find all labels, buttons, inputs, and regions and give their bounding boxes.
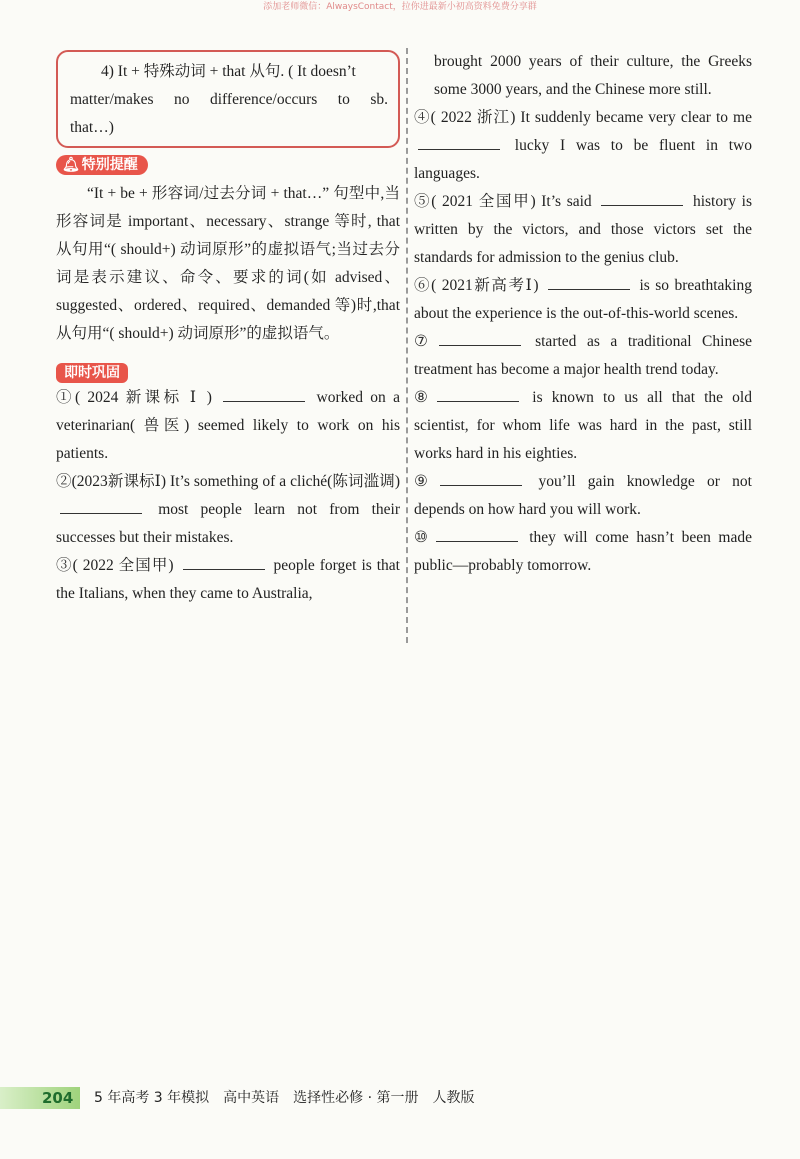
alert-paragraph: “It + be + 形容词/过去分词 + that…” 句型中,当形容词是 important、necessary、strange 等时, that 从句用“( should+) 动词原形”的虚拟语气;当过去分词是表示建议、命令、要求的词(如 advised、suggested、ordered、required、demanded 等)时,that 从句用“( should+) 动词原形”的虚拟语气。 [56, 185, 400, 342]
note-line-1: 4) It + 特殊动词 + that 从句. ( It doesn’t [101, 63, 356, 80]
note-line-3: that…) [70, 119, 114, 136]
answer-blank[interactable] [601, 191, 683, 206]
note-line-2: matter/makes no difference/occurs to sb. [70, 91, 388, 108]
alert-tag-label: 特别提醒 [81, 157, 138, 173]
answer-blank[interactable] [548, 275, 630, 290]
exercise-item-2: ②(2023新课标Ⅰ) It’s something of a cliché(陈词滥调) most people learn not from their successes but their mistakes. [56, 473, 400, 546]
exercise-item-1: ①( 2024 新课标 Ⅰ ) worked on a veterinarian( 兽医) seemed likely to work on his patients. [56, 389, 400, 462]
exercise-item-6: ⑥( 2021新高考Ⅰ) is so breathtaking about the experience is the out-of-this-world scenes. [414, 277, 752, 322]
answer-blank[interactable] [183, 555, 265, 570]
exercise-item-4: ④( 2022 浙江) It suddenly became very clear to me lucky I was to be fluent in two languages. [414, 109, 752, 182]
right-column [414, 48, 752, 580]
practice-tag: 即时巩固 [56, 363, 128, 383]
answer-blank[interactable] [223, 387, 305, 402]
answer-blank[interactable] [437, 387, 519, 402]
exercise-item-3: ③( 2022 全国甲) people forget is that the Italians, when they came to Australia, [56, 557, 400, 602]
answer-blank[interactable] [440, 471, 522, 486]
page-footer [0, 1077, 800, 1121]
watermark-text: 添加老师微信：AlwaysContact，拉你进最新小初高资料免费分享群 [263, 2, 537, 12]
left-column [56, 50, 400, 608]
exercise-item-10: ⑩ they will come hasn’t been made public—probably tomorrow. [414, 529, 752, 574]
exercise-item-8: ⑧ is known to us all that the old scientist, for whom life was hard in the past, still works hard in his eighties. [414, 389, 752, 462]
bell-icon: 🔔︎ [62, 157, 80, 173]
exercise-item-5: ⑤( 2021 全国甲) It’s said history is written by the victors, and those victors set the standards for admission to the genius club. [414, 193, 752, 266]
column-divider [406, 48, 408, 643]
answer-blank[interactable] [60, 499, 142, 514]
book-title: 5 年高考 3 年模拟 高中英语 选择性必修 · 第一册 人教版 [94, 1090, 475, 1106]
answer-blank[interactable] [436, 527, 518, 542]
answer-blank[interactable] [418, 135, 500, 150]
alert-tag [56, 155, 148, 175]
note-box [56, 50, 400, 148]
answer-blank[interactable] [439, 331, 521, 346]
page-number: 204 [42, 1089, 74, 1107]
exercise-item-7: ⑦ started as a traditional Chinese treatment has become a major health trend today. [414, 333, 752, 378]
exercise-item-9: ⑨ you’ll gain knowledge or not depends on how hard you will work. [414, 473, 752, 518]
continued-text: brought 2000 years of their culture, the Greeks some 3000 years, and the Chinese more still. [434, 53, 752, 98]
